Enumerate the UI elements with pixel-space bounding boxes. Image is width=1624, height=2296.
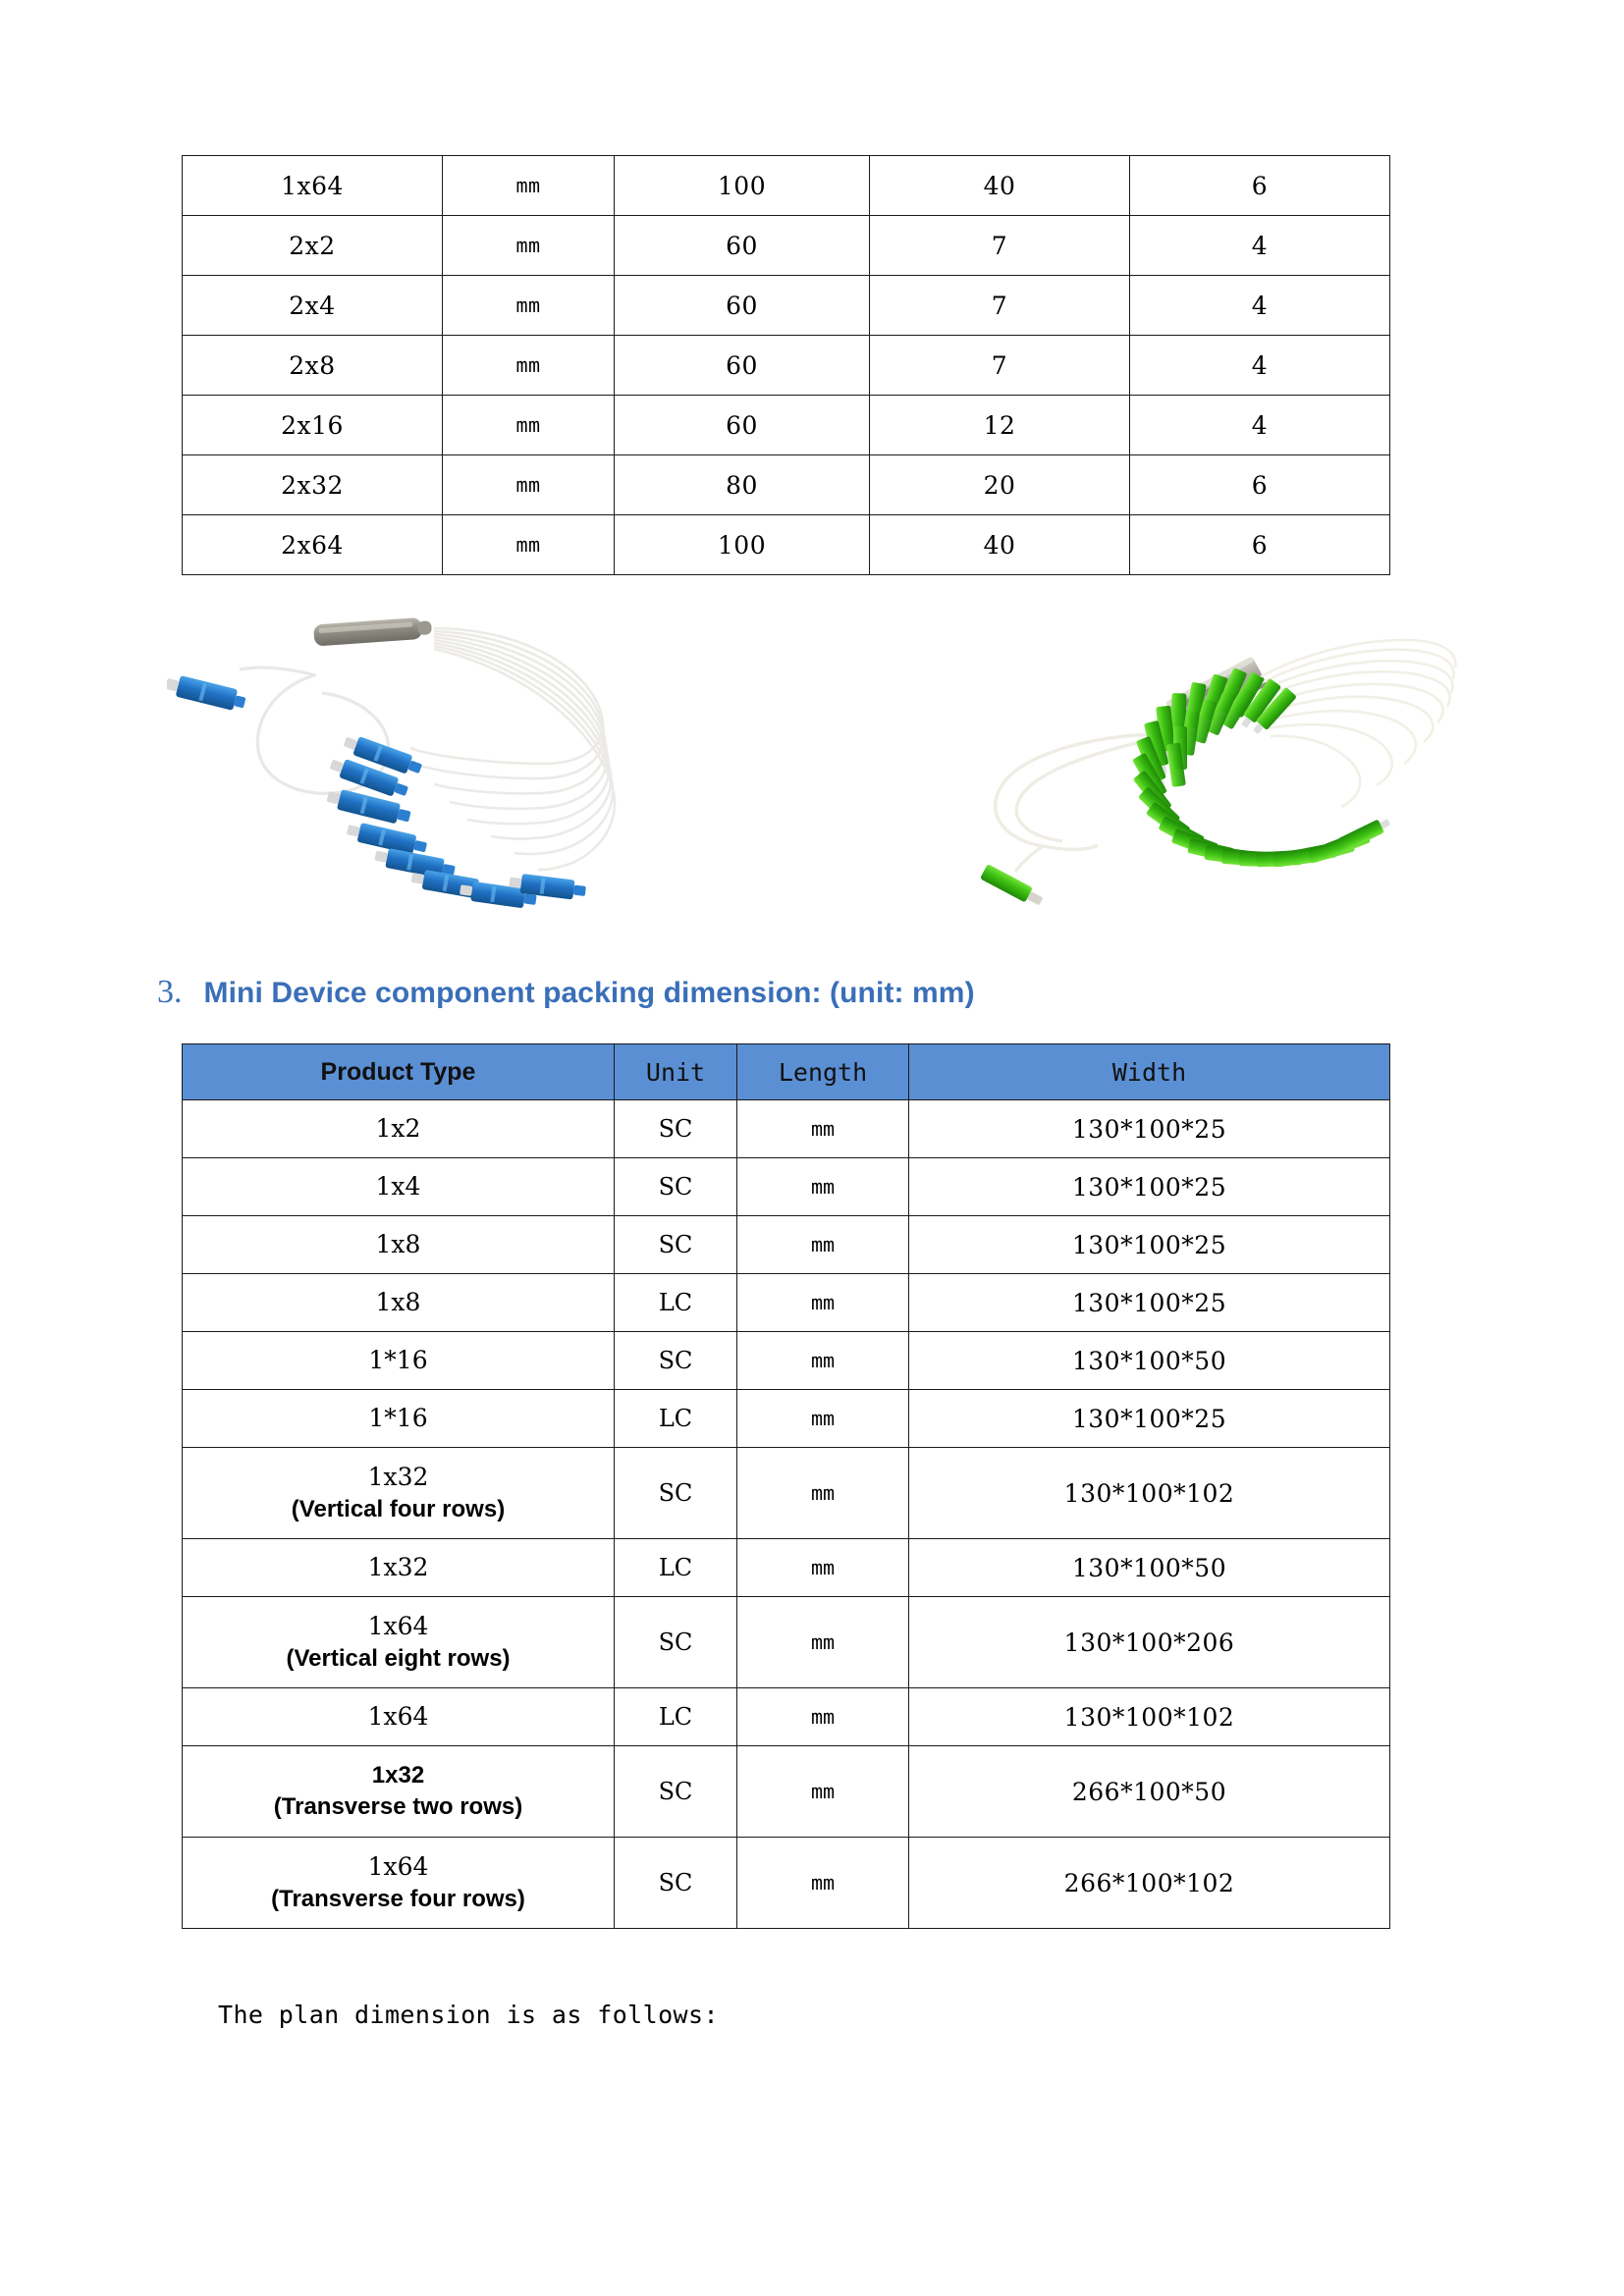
- table-row: [183, 216, 1390, 276]
- cell-length: mm: [737, 1274, 909, 1332]
- product-type-stack: [183, 1344, 614, 1377]
- cell-product-type: [183, 1597, 615, 1688]
- cell-unit: mm: [443, 336, 615, 396]
- mini-device-packing-dimension-table: [182, 1043, 1389, 1929]
- product-type-sub: (Transverse four rows): [271, 1885, 525, 1912]
- cell-length: 60: [615, 216, 870, 276]
- cell-height: 4: [1130, 396, 1390, 455]
- cell-unit: SC: [615, 1838, 737, 1929]
- cell-width: 130*100*102: [909, 1448, 1390, 1539]
- cell-length: mm: [737, 1539, 909, 1597]
- table-row: [183, 1838, 1390, 1929]
- table-1-body: [183, 156, 1390, 575]
- cell-length: 60: [615, 396, 870, 455]
- cell-product-type: 2x4: [183, 276, 443, 336]
- cell-product-type: [183, 1100, 615, 1158]
- cell-width: 40: [870, 156, 1130, 216]
- product-type-stack: [183, 1610, 614, 1675]
- product-type-stack: [183, 1112, 614, 1146]
- cell-unit: SC: [615, 1746, 737, 1838]
- cell-length: 60: [615, 276, 870, 336]
- table-row: [183, 1158, 1390, 1216]
- product-type-stack: [183, 1760, 614, 1824]
- section-number: 3.: [157, 974, 183, 1010]
- cell-unit: LC: [615, 1274, 737, 1332]
- product-type-stack: [183, 1170, 614, 1203]
- table-row: [183, 1332, 1390, 1390]
- cell-length: mm: [737, 1158, 909, 1216]
- cell-width: 130*100*50: [909, 1539, 1390, 1597]
- table-2-header: [183, 1044, 1390, 1100]
- product-type-sub: (Transverse two rows): [273, 1793, 523, 1820]
- cell-product-type: 2x16: [183, 396, 443, 455]
- table-row: [183, 276, 1390, 336]
- product-type-main: 1*16: [368, 1346, 428, 1375]
- cell-width: 130*100*50: [909, 1332, 1390, 1390]
- cell-product-type: [183, 1390, 615, 1448]
- table-row: [183, 396, 1390, 455]
- table-row: [183, 1448, 1390, 1539]
- cell-height: 4: [1130, 216, 1390, 276]
- product-type-main: 1x8: [375, 1230, 421, 1259]
- table-row: [183, 1390, 1390, 1448]
- cell-width: 130*100*25: [909, 1390, 1390, 1448]
- cell-product-type: [183, 1539, 615, 1597]
- cell-height: 4: [1130, 336, 1390, 396]
- cell-product-type: [183, 1838, 615, 1929]
- splitter-photo-blue-sc: [167, 599, 677, 933]
- cell-product-type: [183, 1332, 615, 1390]
- cell-width: 40: [870, 515, 1130, 575]
- cell-unit: mm: [443, 216, 615, 276]
- cell-width: 7: [870, 216, 1130, 276]
- cell-length: mm: [737, 1746, 909, 1838]
- cell-product-type: [183, 1688, 615, 1746]
- column-header-product-type: Product Type: [183, 1044, 615, 1100]
- table-row: [183, 1746, 1390, 1838]
- table-header-row: [183, 1044, 1390, 1100]
- table-row: [183, 455, 1390, 515]
- cell-width: 266*100*102: [909, 1838, 1390, 1929]
- product-type-main: 1x32: [367, 1553, 429, 1582]
- table-2: [182, 1043, 1390, 1929]
- cell-width: 20: [870, 455, 1130, 515]
- cell-product-type: 2x64: [183, 515, 443, 575]
- cell-length: 100: [615, 515, 870, 575]
- cell-length: mm: [737, 1688, 909, 1746]
- cell-unit: LC: [615, 1688, 737, 1746]
- cell-length: mm: [737, 1100, 909, 1158]
- product-type-main: 1x4: [375, 1172, 421, 1201]
- cell-width: 130*100*206: [909, 1597, 1390, 1688]
- product-type-stack: [183, 1228, 614, 1261]
- cell-unit: mm: [443, 455, 615, 515]
- cell-unit: SC: [615, 1332, 737, 1390]
- table-row: [183, 515, 1390, 575]
- cell-product-type: 2x32: [183, 455, 443, 515]
- product-type-stack: [183, 1461, 614, 1525]
- cell-length: mm: [737, 1332, 909, 1390]
- cell-width: 266*100*50: [909, 1746, 1390, 1838]
- table-row: [183, 336, 1390, 396]
- cell-width: 130*100*25: [909, 1216, 1390, 1274]
- product-type-main: 1x2: [375, 1114, 421, 1144]
- cell-length: 100: [615, 156, 870, 216]
- table-row: [183, 1100, 1390, 1158]
- product-type-sub: (Vertical eight rows): [286, 1644, 511, 1672]
- product-type-main: 1x64: [367, 1702, 429, 1732]
- cell-width: 130*100*25: [909, 1158, 1390, 1216]
- cell-product-type: [183, 1158, 615, 1216]
- plan-dimension-note: The plan dimension is as follows:: [218, 2001, 719, 2029]
- cell-product-type: 1x64: [183, 156, 443, 216]
- cell-length: mm: [737, 1216, 909, 1274]
- column-header-width: Width: [909, 1044, 1390, 1100]
- cell-unit: SC: [615, 1216, 737, 1274]
- splitter-photo-green-sc-apc: [972, 618, 1463, 933]
- product-type-stack: [183, 1551, 614, 1584]
- table-2-body: [183, 1100, 1390, 1929]
- dimension-table-continued: [182, 155, 1389, 575]
- table-row: [183, 156, 1390, 216]
- column-header-length: Length: [737, 1044, 909, 1100]
- table-row: [183, 1688, 1390, 1746]
- cell-width: 130*100*102: [909, 1688, 1390, 1746]
- cell-height: 6: [1130, 515, 1390, 575]
- section-title: Mini Device component packing dimension: (unit: mm): [203, 977, 975, 1009]
- cell-product-type: [183, 1216, 615, 1274]
- cell-length: 80: [615, 455, 870, 515]
- column-header-unit: Unit: [615, 1044, 737, 1100]
- table-row: [183, 1274, 1390, 1332]
- table-row: [183, 1597, 1390, 1688]
- table-1: [182, 155, 1390, 575]
- product-type-main: 1x32: [371, 1761, 425, 1789]
- table-row: [183, 1216, 1390, 1274]
- cell-product-type: 2x8: [183, 336, 443, 396]
- table-row: [183, 1539, 1390, 1597]
- product-type-stack: [183, 1286, 614, 1319]
- cell-product-type: [183, 1274, 615, 1332]
- cell-unit: SC: [615, 1100, 737, 1158]
- cell-length: mm: [737, 1838, 909, 1929]
- cell-unit: SC: [615, 1448, 737, 1539]
- cell-unit: mm: [443, 156, 615, 216]
- cell-width: 12: [870, 396, 1130, 455]
- cell-product-type: [183, 1448, 615, 1539]
- product-type-stack: [183, 1402, 614, 1435]
- cell-height: 6: [1130, 156, 1390, 216]
- cell-unit: mm: [443, 276, 615, 336]
- product-type-stack: [183, 1850, 614, 1915]
- product-type-main: 1x64: [367, 1851, 429, 1881]
- cell-unit: SC: [615, 1597, 737, 1688]
- cell-length: mm: [737, 1597, 909, 1688]
- product-type-main: 1x8: [375, 1288, 421, 1317]
- product-type-sub: (Vertical four rows): [291, 1495, 506, 1522]
- cell-unit: mm: [443, 396, 615, 455]
- cell-length: mm: [737, 1448, 909, 1539]
- cell-unit: LC: [615, 1390, 737, 1448]
- section-heading-3: [157, 974, 1434, 1011]
- cell-height: 6: [1130, 455, 1390, 515]
- cell-width: 7: [870, 276, 1130, 336]
- product-type-main: 1*16: [368, 1404, 428, 1433]
- cell-width: 130*100*25: [909, 1100, 1390, 1158]
- cell-width: 130*100*25: [909, 1274, 1390, 1332]
- cell-height: 4: [1130, 276, 1390, 336]
- cell-unit: LC: [615, 1539, 737, 1597]
- cell-product-type: 2x2: [183, 216, 443, 276]
- cell-length: mm: [737, 1390, 909, 1448]
- product-type-stack: [183, 1700, 614, 1734]
- product-type-main: 1x32: [367, 1462, 429, 1491]
- cell-unit: SC: [615, 1158, 737, 1216]
- cell-product-type: [183, 1746, 615, 1838]
- product-photos: [147, 589, 1483, 942]
- cell-unit: mm: [443, 515, 615, 575]
- product-type-main: 1x64: [367, 1611, 429, 1640]
- cell-length: 60: [615, 336, 870, 396]
- cell-width: 7: [870, 336, 1130, 396]
